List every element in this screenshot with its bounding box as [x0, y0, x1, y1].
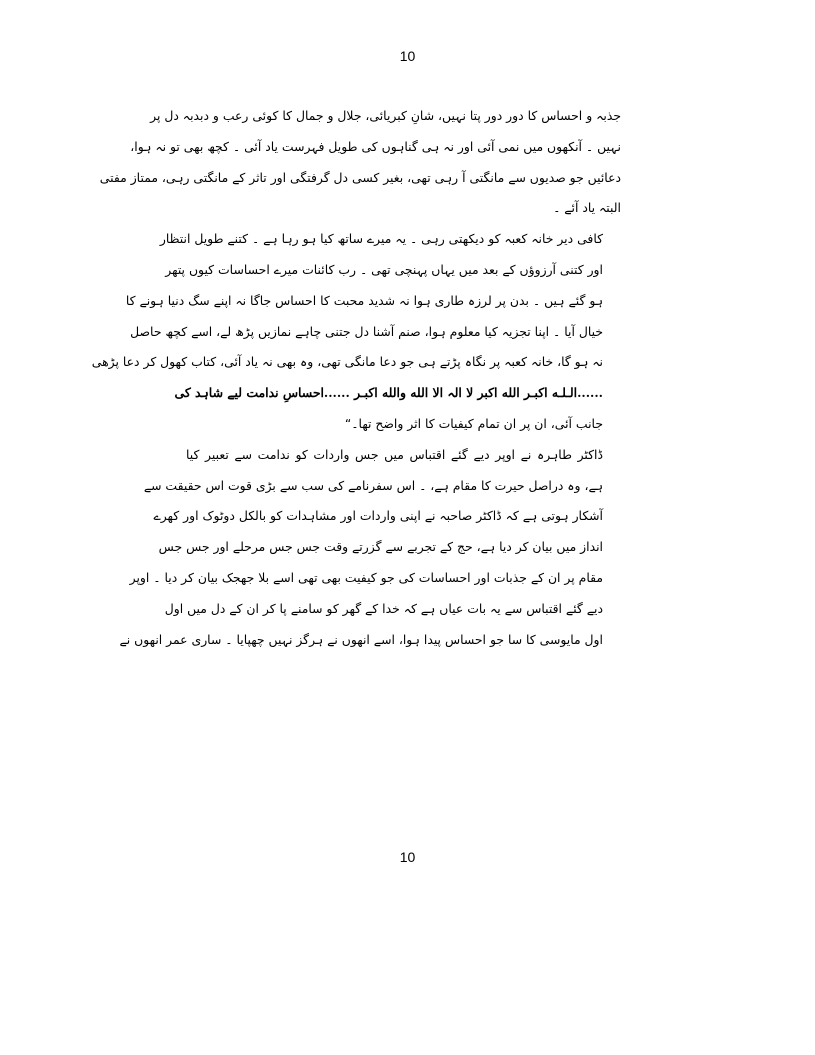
text-line: خیال آیا ۔ اپنا تجزیہ کیا معلوم ہوا، صنم آشنا دل جتنی چاہے نمازیں پڑھ لے، اسے کچھ حاصل — [130, 323, 603, 339]
text-line: جذبہ و احساس کا دور دور پتا نہیں، شانِ کبریائی، جلال و جمال کا کوئی رعب و دبدبہ دل پر — [150, 108, 621, 123]
text-line-takbir: ......الـلـه اکبـر الله اکبر لا الہ الا الله والله اکبـر ......احساسِ ندامت لیے شاہد کی — [174, 385, 603, 401]
text-line: مقام پر ان کے جذبات اور احساسات کی جو کیفیت بھی تھی اسے بلا جھجک بیان کر دیا ۔ اوپر — [129, 569, 603, 585]
urdu-text-body — [91, 101, 621, 655]
paragraph-kaaba-reflection — [91, 224, 621, 440]
text-line: ڈاکٹر طاہرہ نے اوپر دیے گئے اقتباس میں جس واردات کو ندامت سے تعبیر کیا — [186, 446, 603, 462]
text-line: البتہ یاد آئے ۔ — [553, 200, 621, 216]
page-number-bottom: 10 — [399, 849, 416, 865]
text-line: ہو گئے ہیں ۔ بدن پر لرزہ طاری ہوا نہ شدید محبت کا احساس جاگا نہ اپنے سگ دنیا ہونے کا — [125, 292, 603, 308]
text-line: ہے، وہ دراصل حیرت کا مقام ہے، ۔ اس سفرنامے کی سب سے بڑی قوت اس حقیقت سے — [143, 477, 603, 493]
text-line: نہ ہو گا، خانہ کعبہ پر نگاہ پڑتے ہی جو دعا مانگی تھی، وہ بھی نہ یاد آئی، کتاب کھول کر دعا پڑھی — [91, 354, 603, 370]
text-line: کافی دیر خانہ کعبہ کو دیکھتی رہی ۔ یہ میرے ساتھ کیا ہو رہا ہے ۔ کتنے طویل انتظار — [159, 231, 603, 247]
page-number-top: 10 — [399, 48, 416, 64]
text-line: اور کتنی آرزوؤں کے بعد میں یہاں پہنچی تھی ۔ رب کائنات میرے احساسات کیوں پتھر — [165, 261, 603, 277]
text-line: انداز میں بیان کر دیا ہے، حج کے تجربے سے گزرتے وقت جس جس مرحلے اور جس جس — [158, 539, 603, 555]
text-line: نہیں ۔ آنکھوں میں نمی آئی اور نہ ہی گناہوں کی طویل فہرست یاد آئی ۔ کچھ بھی تو نہ ہوا، — [130, 138, 621, 154]
text-line: دیے گئے اقتباس سے یہ بات عیاں ہے کہ خدا کے گھر کو سامنے پا کر ان کے دل میں اول — [164, 600, 603, 616]
paragraph-quote-continuation — [99, 101, 621, 224]
paragraph-commentary — [119, 440, 621, 656]
text-line: اول مایوسی کا سا جو احساس پیدا ہوا، اسے انھوں نے ہرگز نہیں چھپایا ۔ ساری عمر انھوں نے — [119, 631, 603, 647]
text-line: دعائیں جو صدیوں سے مانگتی آ رہی تھی، بغیر کسی دل گرفتگی اور تاثر کے مانگتی رہی، ممتاز مفتی — [99, 169, 621, 185]
text-line: جانب آئی، ان پر ان تمام کیفیات کا اثر واضح تھا۔“ — [344, 415, 603, 431]
text-line: آشکار ہوتی ہے کہ ڈاکٹر صاحبہ نے اپنی واردات اور مشاہدات کو بالکل دوٹوک اور کھرے — [153, 508, 603, 524]
